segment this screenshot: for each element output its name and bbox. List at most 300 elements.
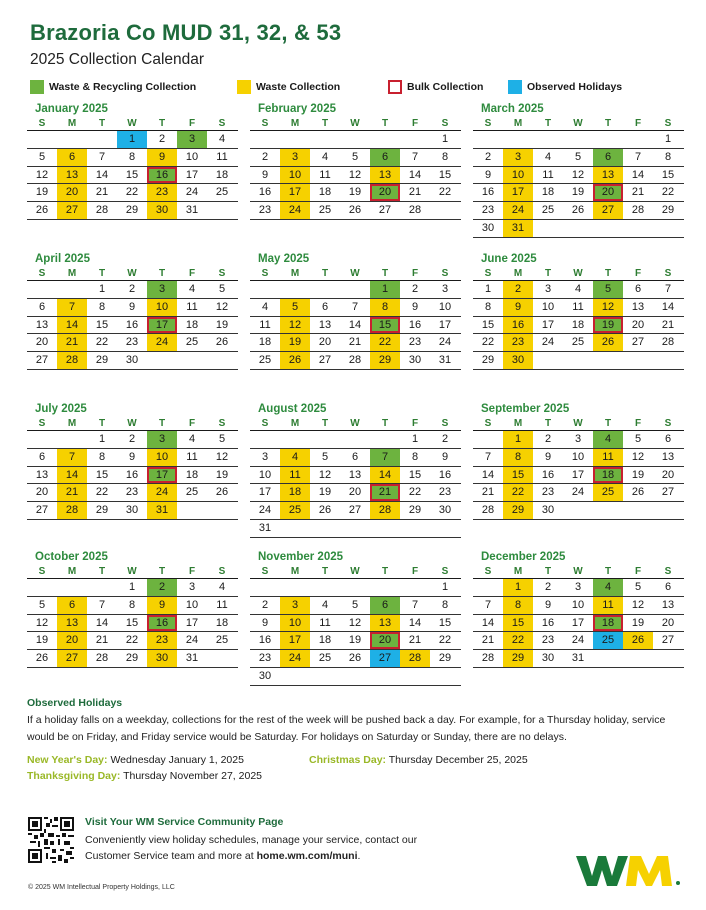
day-cell: 26 xyxy=(631,486,645,499)
week-row xyxy=(250,650,461,668)
day-cell: 18 xyxy=(258,336,272,349)
day-cell: 19 xyxy=(348,186,362,199)
legend-label: Observed Holidays xyxy=(527,81,623,93)
page-subtitle: 2025 Collection Calendar xyxy=(30,51,205,68)
week-row xyxy=(473,650,684,668)
day-cell: 17 xyxy=(280,632,310,649)
day-cell: 10 xyxy=(541,300,555,313)
day-cell: 18 xyxy=(571,318,585,331)
day-cell: 18 xyxy=(318,186,332,199)
week-row xyxy=(250,520,461,538)
empty-day-cell xyxy=(310,579,340,596)
day-cell: 3 xyxy=(441,283,449,295)
empty-day-cell xyxy=(207,650,237,667)
empty-day-cell xyxy=(593,502,623,519)
day-cell: 5 xyxy=(351,598,359,611)
day-cell: 12 xyxy=(280,317,310,334)
weekday-label: T xyxy=(604,566,612,577)
weekday-label: S xyxy=(38,418,46,429)
qr-code-icon[interactable] xyxy=(28,817,74,863)
day-cell: 5 xyxy=(38,598,46,611)
day-cell: 23 xyxy=(541,486,555,499)
legend-label: Waste & Recycling Collection xyxy=(49,81,197,93)
weekday-label: M xyxy=(290,268,300,279)
day-cell: 12 xyxy=(215,450,229,463)
week-row xyxy=(250,431,461,449)
week-row xyxy=(250,615,461,633)
day-cell: 8 xyxy=(98,300,106,313)
weekday-header xyxy=(250,565,461,579)
day-cell: 12 xyxy=(348,616,362,629)
empty-day-cell xyxy=(340,281,370,298)
month-title: January 2025 xyxy=(35,103,108,115)
week-row xyxy=(27,281,238,299)
empty-day-cell xyxy=(310,431,340,448)
day-cell: 15 xyxy=(125,616,139,629)
week-row xyxy=(473,615,684,633)
day-cell: 29 xyxy=(503,650,533,667)
day-cell: 26 xyxy=(215,336,229,349)
weekday-label: S xyxy=(261,418,269,429)
month-title: September 2025 xyxy=(481,403,570,415)
day-cell: 16 xyxy=(147,615,177,632)
empty-day-cell xyxy=(310,520,340,537)
weekday-label: S xyxy=(441,566,449,577)
day-cell: 26 xyxy=(593,334,623,351)
empty-day-cell xyxy=(280,281,310,298)
day-cell: 25 xyxy=(593,632,623,649)
empty-day-cell xyxy=(340,520,370,537)
day-cell: 19 xyxy=(280,334,310,351)
day-cell: 6 xyxy=(370,597,400,614)
day-cell: 21 xyxy=(631,186,645,199)
legend-item-holidays xyxy=(508,80,622,94)
empty-day-cell xyxy=(533,131,563,148)
weekday-label: M xyxy=(290,418,300,429)
day-cell: 6 xyxy=(57,597,87,614)
day-cell: 19 xyxy=(631,468,645,481)
day-cell: 5 xyxy=(574,150,582,163)
weekday-label: T xyxy=(604,118,612,129)
month-title: February 2025 xyxy=(258,103,336,115)
weekday-label: S xyxy=(664,566,672,577)
day-cell: 7 xyxy=(351,300,359,313)
day-cell: 30 xyxy=(503,352,533,369)
empty-day-cell xyxy=(57,431,87,448)
weekday-label: F xyxy=(188,566,196,577)
day-cell: 25 xyxy=(185,486,199,499)
day-cell: 10 xyxy=(280,615,310,632)
weekday-header xyxy=(27,267,238,281)
weekday-label: S xyxy=(218,118,226,129)
day-cell: 19 xyxy=(215,318,229,331)
day-cell: 31 xyxy=(185,204,199,217)
day-cell: 17 xyxy=(147,317,177,334)
empty-day-cell xyxy=(653,502,683,519)
day-cell: 5 xyxy=(634,581,642,593)
day-cell: 17 xyxy=(503,184,533,201)
logo-text: WM xyxy=(574,850,576,851)
day-cell: 17 xyxy=(147,467,177,484)
weekday-label: F xyxy=(411,268,419,279)
weekday-label: T xyxy=(381,566,389,577)
day-cell: 8 xyxy=(98,450,106,463)
day-cell: 4 xyxy=(218,581,226,593)
month-calendar xyxy=(250,549,461,686)
week-row xyxy=(473,149,684,167)
day-cell: 5 xyxy=(218,283,226,295)
day-cell: 26 xyxy=(215,486,229,499)
day-cell: 8 xyxy=(128,598,136,611)
weekday-header xyxy=(473,267,684,281)
day-cell: 25 xyxy=(318,652,332,665)
day-cell: 24 xyxy=(185,186,199,199)
holiday-thanksgiving xyxy=(27,768,262,784)
weekday-label: F xyxy=(634,118,642,129)
day-cell: 1 xyxy=(503,431,533,448)
day-cell: 14 xyxy=(408,168,422,181)
empty-day-cell xyxy=(57,579,87,596)
day-cell: 14 xyxy=(408,616,422,629)
day-cell: 31 xyxy=(571,652,585,665)
empty-day-cell xyxy=(27,281,57,298)
week-row xyxy=(250,202,461,220)
day-cell: 23 xyxy=(438,486,452,499)
month-title: April 2025 xyxy=(35,253,90,265)
weekday-label: S xyxy=(484,566,492,577)
week-row xyxy=(27,632,238,650)
day-cell: 22 xyxy=(125,634,139,647)
day-cell: 12 xyxy=(35,616,49,629)
day-cell: 12 xyxy=(631,598,645,611)
day-cell: 23 xyxy=(258,652,272,665)
day-cell: 15 xyxy=(503,615,533,632)
day-cell: 1 xyxy=(128,581,136,593)
day-cell: 12 xyxy=(215,300,229,313)
day-cell: 11 xyxy=(593,597,623,614)
empty-day-cell xyxy=(623,502,653,519)
day-cell: 30 xyxy=(481,221,495,234)
weekday-header xyxy=(27,117,238,131)
day-cell: 17 xyxy=(541,318,555,331)
day-cell: 19 xyxy=(593,317,623,334)
day-cell: 19 xyxy=(631,616,645,629)
day-cell: 13 xyxy=(661,450,675,463)
empty-day-cell xyxy=(593,220,623,237)
weekday-label: T xyxy=(98,118,106,129)
day-cell: 25 xyxy=(571,336,585,349)
month-calendar xyxy=(27,101,238,220)
day-cell: 9 xyxy=(147,597,177,614)
day-cell: 29 xyxy=(95,354,109,367)
empty-day-cell xyxy=(593,650,623,667)
week-row xyxy=(473,632,684,650)
day-cell: 15 xyxy=(370,317,400,334)
day-cell: 28 xyxy=(348,354,362,367)
weekday-label: W xyxy=(573,566,583,577)
day-cell: 11 xyxy=(259,318,271,331)
empty-day-cell xyxy=(27,131,57,148)
weekday-label: S xyxy=(441,418,449,429)
day-cell: 3 xyxy=(261,450,269,463)
day-cell: 23 xyxy=(147,632,177,649)
green-swatch-icon xyxy=(30,80,44,94)
day-cell: 12 xyxy=(318,468,332,481)
empty-day-cell xyxy=(430,668,460,685)
empty-day-cell xyxy=(340,431,370,448)
week-row xyxy=(473,579,684,597)
weekday-label: W xyxy=(573,268,583,279)
day-cell: 13 xyxy=(318,318,332,331)
weekday-label: W xyxy=(127,268,137,279)
weekday-label: S xyxy=(664,268,672,279)
month-title: August 2025 xyxy=(258,403,327,415)
day-cell: 29 xyxy=(438,652,452,665)
weekday-header xyxy=(27,417,238,431)
weekday-label: S xyxy=(484,118,492,129)
week-row xyxy=(250,317,461,335)
day-cell: 16 xyxy=(125,318,139,331)
day-cell: 14 xyxy=(95,168,109,181)
empty-day-cell xyxy=(87,579,117,596)
legend-label: Bulk Collection xyxy=(407,81,484,93)
weekday-header xyxy=(473,117,684,131)
legend-item-bulk xyxy=(388,80,483,94)
empty-day-cell xyxy=(400,520,430,537)
day-cell: 29 xyxy=(481,354,495,367)
weekday-label: M xyxy=(67,418,77,429)
day-cell: 19 xyxy=(318,486,332,499)
day-cell: 1 xyxy=(98,283,106,295)
day-cell: 31 xyxy=(258,521,272,534)
weekday-label: S xyxy=(218,566,226,577)
day-cell: 27 xyxy=(57,202,87,219)
day-cell: 20 xyxy=(35,486,49,499)
weekday-label: T xyxy=(321,268,329,279)
day-cell: 28 xyxy=(631,204,645,217)
day-cell: 23 xyxy=(125,486,139,499)
day-cell: 20 xyxy=(631,318,645,331)
month-calendar xyxy=(27,401,238,520)
weekday-label: F xyxy=(411,566,419,577)
day-cell: 14 xyxy=(348,318,362,331)
empty-day-cell xyxy=(563,131,593,148)
empty-day-cell xyxy=(430,520,460,537)
empty-day-cell xyxy=(250,281,280,298)
calendar-grid xyxy=(27,101,684,691)
day-cell: 23 xyxy=(408,336,422,349)
day-cell: 4 xyxy=(188,283,196,295)
day-cell: 25 xyxy=(318,204,332,217)
day-cell: 25 xyxy=(185,336,199,349)
day-cell: 30 xyxy=(408,354,422,367)
day-cell: 1 xyxy=(484,283,492,295)
day-cell: 26 xyxy=(571,204,585,217)
community-page-line-prefix: Customer Service team and more at xyxy=(85,850,257,862)
day-cell: 20 xyxy=(348,486,362,499)
weekday-label: S xyxy=(441,118,449,129)
day-cell: 29 xyxy=(125,204,139,217)
weekday-label: T xyxy=(604,268,612,279)
day-cell: 11 xyxy=(593,449,623,466)
weekday-label: W xyxy=(350,268,360,279)
week-row xyxy=(250,579,461,597)
day-cell: 10 xyxy=(571,598,585,611)
day-cell: 18 xyxy=(215,616,229,629)
day-cell: 18 xyxy=(215,168,229,181)
empty-day-cell xyxy=(563,352,593,369)
day-cell: 25 xyxy=(258,354,272,367)
community-page-link[interactable]: home.wm.com/muni xyxy=(256,850,358,862)
day-cell: 27 xyxy=(318,354,332,367)
day-cell: 30 xyxy=(147,650,177,667)
week-row xyxy=(27,467,238,485)
day-cell: 26 xyxy=(280,352,310,369)
day-cell: 5 xyxy=(38,150,46,163)
weekday-label: T xyxy=(321,118,329,129)
day-cell: 4 xyxy=(321,150,329,163)
day-cell: 7 xyxy=(634,150,642,163)
day-cell: 4 xyxy=(574,283,582,295)
day-cell: 24 xyxy=(280,650,310,667)
day-cell: 21 xyxy=(95,186,109,199)
empty-day-cell xyxy=(623,650,653,667)
day-cell: 14 xyxy=(481,468,495,481)
day-cell: 29 xyxy=(370,352,400,369)
empty-day-cell xyxy=(280,579,310,596)
day-cell: 23 xyxy=(481,204,495,217)
day-cell: 3 xyxy=(280,149,310,166)
month-calendar xyxy=(27,549,238,668)
day-cell: 4 xyxy=(544,150,552,163)
day-cell: 24 xyxy=(571,486,585,499)
month-title: October 2025 xyxy=(35,551,108,563)
day-cell: 28 xyxy=(57,502,87,519)
day-cell: 30 xyxy=(258,669,272,682)
day-cell: 3 xyxy=(503,149,533,166)
day-cell: 15 xyxy=(438,168,452,181)
empty-day-cell xyxy=(473,131,503,148)
day-cell: 18 xyxy=(185,468,199,481)
weekday-label: F xyxy=(634,268,642,279)
weekday-label: M xyxy=(513,418,523,429)
day-cell: 18 xyxy=(185,318,199,331)
month-calendar xyxy=(27,251,238,370)
empty-day-cell xyxy=(533,352,563,369)
month-calendar xyxy=(473,401,684,520)
month-title: July 2025 xyxy=(35,403,87,415)
day-cell: 28 xyxy=(408,204,422,217)
week-row xyxy=(473,299,684,317)
empty-day-cell xyxy=(280,520,310,537)
day-cell: 16 xyxy=(541,616,555,629)
day-cell: 31 xyxy=(438,354,452,367)
day-cell: 10 xyxy=(571,450,585,463)
empty-day-cell xyxy=(207,502,237,519)
weekday-label: M xyxy=(67,118,77,129)
weekday-label: S xyxy=(484,268,492,279)
day-cell: 13 xyxy=(57,615,87,632)
day-cell: 27 xyxy=(631,336,645,349)
day-cell: 24 xyxy=(571,634,585,647)
day-cell: 26 xyxy=(348,204,362,217)
week-row xyxy=(473,449,684,467)
week-row xyxy=(27,131,238,149)
week-row xyxy=(250,184,461,202)
weekday-label: T xyxy=(381,118,389,129)
empty-day-cell xyxy=(340,668,370,685)
day-cell: 18 xyxy=(318,634,332,647)
day-cell: 24 xyxy=(280,202,310,219)
day-cell: 3 xyxy=(544,283,552,295)
weekday-label: W xyxy=(573,418,583,429)
day-cell: 7 xyxy=(370,449,400,466)
weekday-label: S xyxy=(218,418,226,429)
day-cell: 10 xyxy=(438,300,452,313)
weekday-label: T xyxy=(158,268,166,279)
holiday-date: Thursday December 25, 2025 xyxy=(388,754,528,766)
empty-day-cell xyxy=(250,579,280,596)
weekday-label: S xyxy=(38,566,46,577)
day-cell: 2 xyxy=(544,581,552,593)
empty-day-cell xyxy=(280,668,310,685)
day-cell: 16 xyxy=(147,167,177,184)
weekday-label: F xyxy=(188,118,196,129)
week-row xyxy=(27,184,238,202)
week-row xyxy=(473,467,684,485)
empty-day-cell xyxy=(340,579,370,596)
day-cell: 12 xyxy=(35,168,49,181)
weekday-label: S xyxy=(38,268,46,279)
community-page-text xyxy=(85,832,505,864)
weekday-label: S xyxy=(484,418,492,429)
empty-day-cell xyxy=(177,502,207,519)
weekday-label: W xyxy=(573,118,583,129)
day-cell: 16 xyxy=(503,317,533,334)
day-cell: 8 xyxy=(503,449,533,466)
day-cell: 10 xyxy=(185,598,199,611)
holiday-name: Christmas Day: xyxy=(309,754,387,766)
day-cell: 23 xyxy=(541,634,555,647)
day-cell: 21 xyxy=(408,634,422,647)
community-page-line-suffix: . xyxy=(357,850,361,862)
day-cell: 17 xyxy=(571,468,585,481)
day-cell: 13 xyxy=(348,468,362,481)
legend-item-waste xyxy=(237,80,340,94)
day-cell: 9 xyxy=(484,168,492,181)
day-cell: 20 xyxy=(370,184,400,201)
empty-day-cell xyxy=(310,668,340,685)
day-cell: 3 xyxy=(280,597,310,614)
day-cell: 17 xyxy=(185,616,199,629)
day-cell: 12 xyxy=(631,450,645,463)
day-cell: 15 xyxy=(661,168,675,181)
weekday-header xyxy=(473,565,684,579)
day-cell: 11 xyxy=(216,150,228,163)
holiday-name: Thanksgiving Day: xyxy=(27,770,121,782)
day-cell: 22 xyxy=(370,334,400,351)
month-calendar xyxy=(250,101,461,220)
day-cell: 5 xyxy=(634,433,642,445)
day-cell: 31 xyxy=(503,220,533,237)
holidays-text: If a holiday falls on a weekday, collections for the rest of the week will be pushed back a day. For example, for a Thursday holiday, service would be on Friday, and Friday service would be Saturday. For holidays on Saturday or Sunday, there are no delays. xyxy=(27,714,666,743)
day-cell: 3 xyxy=(147,281,177,298)
weekday-label: M xyxy=(67,566,77,577)
day-cell: 17 xyxy=(571,616,585,629)
day-cell: 28 xyxy=(481,504,495,517)
day-cell: 26 xyxy=(35,204,49,217)
day-cell: 3 xyxy=(574,433,582,445)
